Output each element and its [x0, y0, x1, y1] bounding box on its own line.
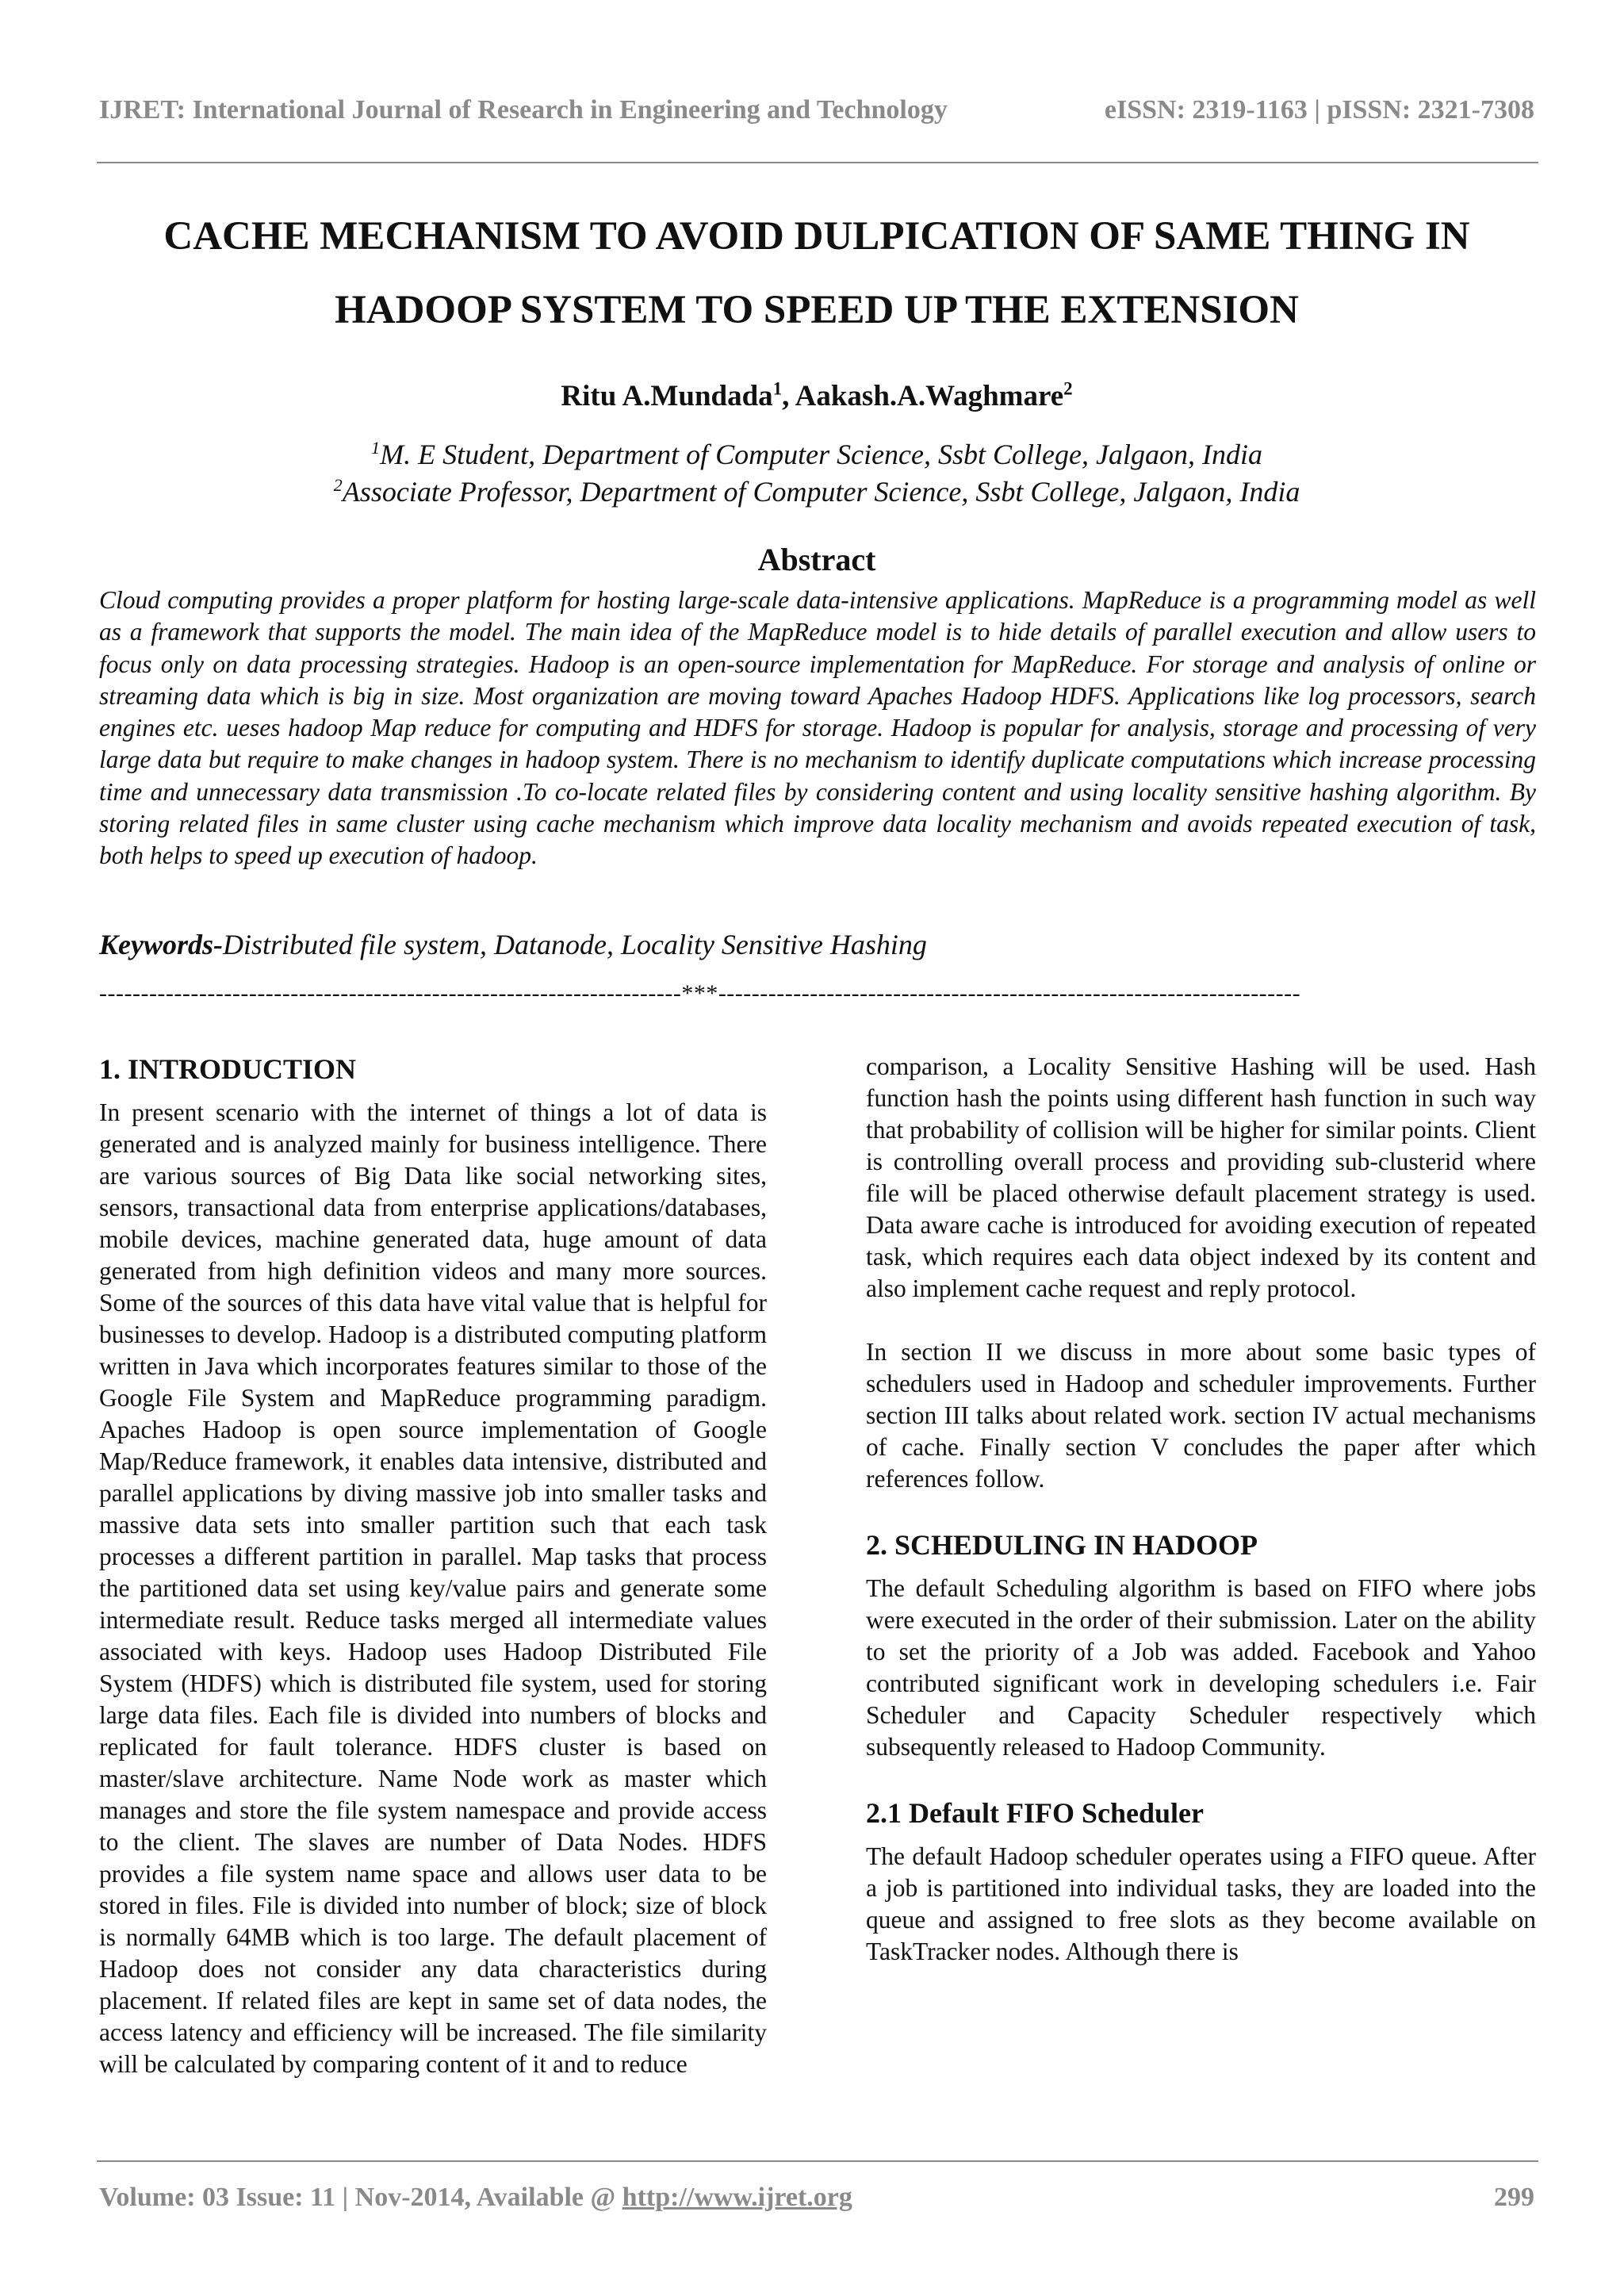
scheduling-heading: 2. SCHEDULING IN HADOOP: [866, 1529, 1258, 1561]
page-number: 299: [1494, 2183, 1534, 2212]
title-line-1: CACHE MECHANISM TO AVOID DULPICATION OF SAME THING IN: [163, 214, 1470, 259]
authors: [0, 379, 1624, 413]
running-footer: [99, 2183, 1534, 2213]
affiliation-1-sup: 1: [371, 438, 381, 458]
introduction-paragraph-1: In present scenario with the internet of things a lot of data is generated and is analyzed mainly for business intelligence. There are various sources of Big Data like social networking sites, sensors, transactional data from enterprise applications/databases, mobile devices, machine generated data, huge amount of data generated from high definition videos and many more sources. Some of the sources of this data have vital value that is helpful for businesses to develop. Hadoop is a distributed computing platform written in Java which incorporates features similar to those of the Google File System and MapReduce programming paradigm. Apaches Hadoop is open source implementation of Google Map/Reduce framework, it enables data intensive, distributed and parallel applications by diving massive job into smaller tasks and massive data sets into smaller partition such that each task processes a different partition in parallel. Map tasks that process the partitioned data set using key/value pairs and generate some intermediate result. Reduce tasks merged all intermediate values associated with keys. Hadoop uses Hadoop Distributed File System (HDFS) which is distributed file system, used for storing large data files. Each file is divided into numbers of blocks and replicated for fault tolerance. HDFS cluster is based on master/slave architecture. Name Node work as master which manages and store the file system namespace and provide access to the client. The slaves are number of Data Nodes. HDFS provides a file system name space and allows user data to be stored in files. File is divided into number of block; size of block is normally 64MB which is too large. The default placement of Hadoop does not consider any data characteristics during placement. If related files are kept in same set of data nodes, the access latency and efficiency will be increased. The file similarity will be calculated by comparing content of it and to reduce: [99, 1098, 767, 2078]
affiliation-1-text: M. E Student, Department of Computer Science, Ssbt College, Jalgaon, India: [380, 439, 1262, 470]
footer-volume: [99, 2183, 852, 2213]
header-rule: [97, 162, 1538, 163]
author-2-sup: 2: [1063, 378, 1073, 399]
author-1-sup: 1: [772, 378, 783, 399]
author-2: Aakash.A.Waghmare: [795, 380, 1064, 412]
footer-volume-text: Volume: 03 Issue: 11 | Nov-2014, Available @: [99, 2183, 622, 2212]
scheduling-paragraph-1: The default Scheduling algorithm is based on FIFO where jobs were executed in the order of their submission. Later on the ability to set the priority of a Job was added. Facebook and Yahoo contributed significant work in developing schedulers i.e. Fair Scheduler and Capacity Scheduler respectively which subsequently released to Hadoop Community.: [866, 1574, 1536, 1761]
keywords-label: Keywords-: [99, 929, 223, 960]
footer-link[interactable]: http://www.ijret.org: [622, 2183, 852, 2212]
author-1: Ritu A.Mundada: [561, 380, 773, 412]
abstract-text: Cloud computing provides a proper platform for hosting large-scale data-intensive applications. MapReduce is a programming model as well as a framework that supports the model. The main idea of the MapReduce model is to hide details of parallel execution and allow users to focus only on data processing strategies. Hadoop is an open-source implementation for MapReduce. For storage and analysis of online or streaming data which is big in size. Most organization are moving toward Apaches Hadoop HDFS. Applications like log processors, search engines etc. ueses hadoop Map reduce for computing and HDFS for storage. Hadoop is popular for analysis, storage and processing of very large data but require to make changes in hadoop system. There is no mechanism to identify duplicate computations which increase processing time and unnecessary data transmission .To co-locate related files by considering content and using locality sensitive hashing algorithm. By storing related files in same cluster using cache mechanism which improve data locality mechanism and avoids repeated execution of task, both helps to speed up execution of hadoop.: [99, 586, 1536, 870]
abstract-heading: Abstract: [757, 542, 876, 577]
author-separator: ,: [782, 380, 795, 412]
affiliation-2-sup: 2: [333, 475, 343, 495]
left-column: [99, 1051, 767, 2080]
keywords-text: Distributed file system, Datanode, Locality Sensitive Hashing: [223, 929, 927, 960]
section-separator: ----------------------------------------------------------------------***----------------------------------------------------------------------: [99, 980, 1301, 1006]
running-header: [99, 95, 1534, 125]
fifo-heading: 2.1 Default FIFO Scheduler: [866, 1797, 1204, 1829]
paper-title: [87, 200, 1546, 347]
affiliation-2-text: Associate Professor, Department of Computer Science, Ssbt College, Jalgaon, India: [342, 476, 1300, 508]
title-line-2: HADOOP SYSTEM TO SPEED UP THE EXTENSION: [335, 288, 1299, 332]
issn: eISSN: 2319-1163 | pISSN: 2321-7308: [1104, 95, 1534, 125]
affiliation-2: [0, 475, 1624, 508]
introduction-paragraph-2: In section II we discuss in more about some basic types of schedulers used in Hadoop and scheduler improvements. Further section III talks about related work. section IV actual mechanisms of cache. Finally section V concludes the paper after which references follow.: [866, 1338, 1536, 1493]
journal-name: IJRET: International Journal of Research in Engineering and Technology: [99, 95, 948, 125]
introduction-heading: 1. INTRODUCTION: [99, 1053, 357, 1085]
fifo-paragraph-1: The default Hadoop scheduler operates using a FIFO queue. After a job is partitioned into individual tasks, they are loaded into the queue and assigned to free slots as they become available on TaskTracker nodes. Although there is: [866, 1842, 1536, 1965]
affiliation-1: [0, 438, 1624, 471]
right-column: [866, 1051, 1536, 1968]
keywords: [99, 928, 927, 961]
footer-rule: [97, 2160, 1538, 2162]
introduction-paragraph-1-continued: comparison, a Locality Sensitive Hashing will be used. Hash function hash the points using different hash function in such way that probability of collision will be higher for similar points. Client is controlling overall process and providing sub-clusterid where file will be placed otherwise default placement strategy is used. Data aware cache is introduced for avoiding execution of repeated task, which requires each data object indexed by its content and also implement cache request and reply protocol.: [866, 1052, 1536, 1302]
